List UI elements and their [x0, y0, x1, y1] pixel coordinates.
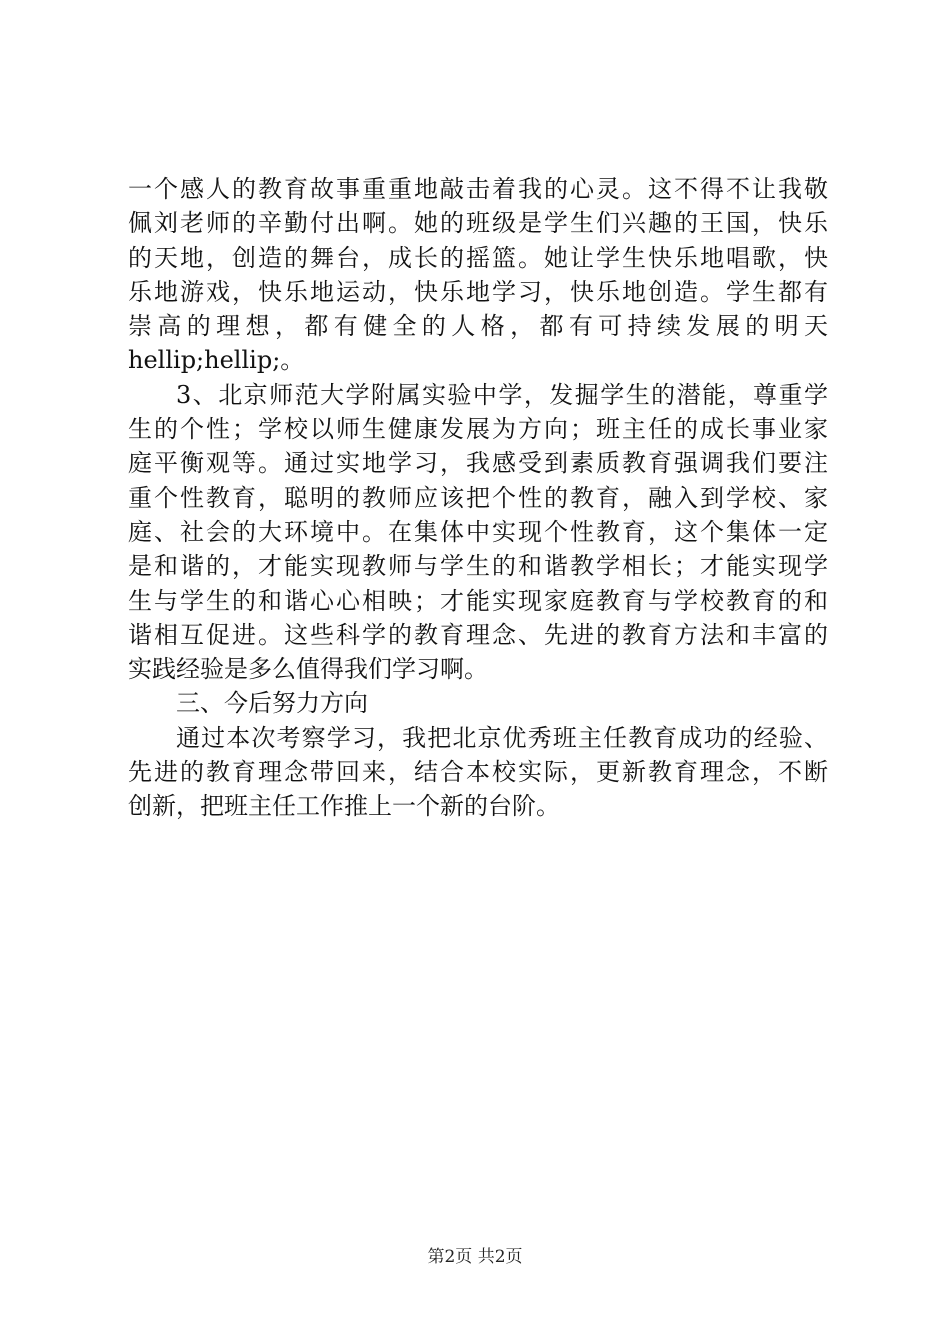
page-number-footer: 第2页 共2页 — [427, 1247, 523, 1267]
text-line: 庭、社会的大环境中。在集体中实现个性教育，这个集体一定 — [128, 517, 828, 546]
text-line: 3、北京师范大学附属实验中学，发掘学生的潜能，尊重学 — [176, 380, 828, 409]
text-line: 一个感人的教育故事重重地敲击着我的心灵。这不得不让我敬 — [128, 175, 828, 203]
text-line: 先进的教育理念带回来，结合本校实际，更新教育理念，不断 — [128, 758, 828, 787]
text-line: 实践经验是多么值得我们学习啊。 — [128, 655, 488, 684]
text-line: 是和谐的，才能实现教师与学生的和谐教学相长；才能实现学 — [128, 552, 828, 581]
text-line: 的天地，创造的舞台，成长的摇篮。她让学生快乐地唱歌，快 — [128, 243, 828, 272]
text-line: 生与学生的和谐心心相映；才能实现家庭教育与学校教育的和 — [128, 586, 828, 615]
document-body — [128, 172, 828, 824]
text-line: 通过本次考察学习，我把北京优秀班主任教育成功的经验、 — [176, 723, 828, 752]
text-line: 乐地游戏，快乐地运动，快乐地学习，快乐地创造。学生都有 — [128, 277, 828, 306]
text-line: 重个性教育，聪明的教师应该把个性的教育，融入到学校、家 — [128, 483, 828, 512]
text-line: hellip;hellip;。 — [128, 346, 305, 375]
text-line: 崇高的理想，都有健全的人格，都有可持续发展的明天 — [128, 312, 828, 341]
text-line: 谐相互促进。这些科学的教育理念、先进的教育方法和丰富的 — [128, 620, 828, 649]
text-line: 生的个性；学校以师生健康发展为方向；班主任的成长事业家 — [128, 415, 828, 444]
text-line: 佩刘老师的辛勤付出啊。她的班级是学生们兴趣的王国，快乐 — [128, 209, 828, 238]
text-line: 创新，把班主任工作推上一个新的台阶。 — [128, 792, 560, 821]
text-line: 庭平衡观等。通过实地学习，我感受到素质教育强调我们要注 — [128, 449, 828, 478]
section-heading: 三、今后努力方向 — [176, 689, 368, 718]
